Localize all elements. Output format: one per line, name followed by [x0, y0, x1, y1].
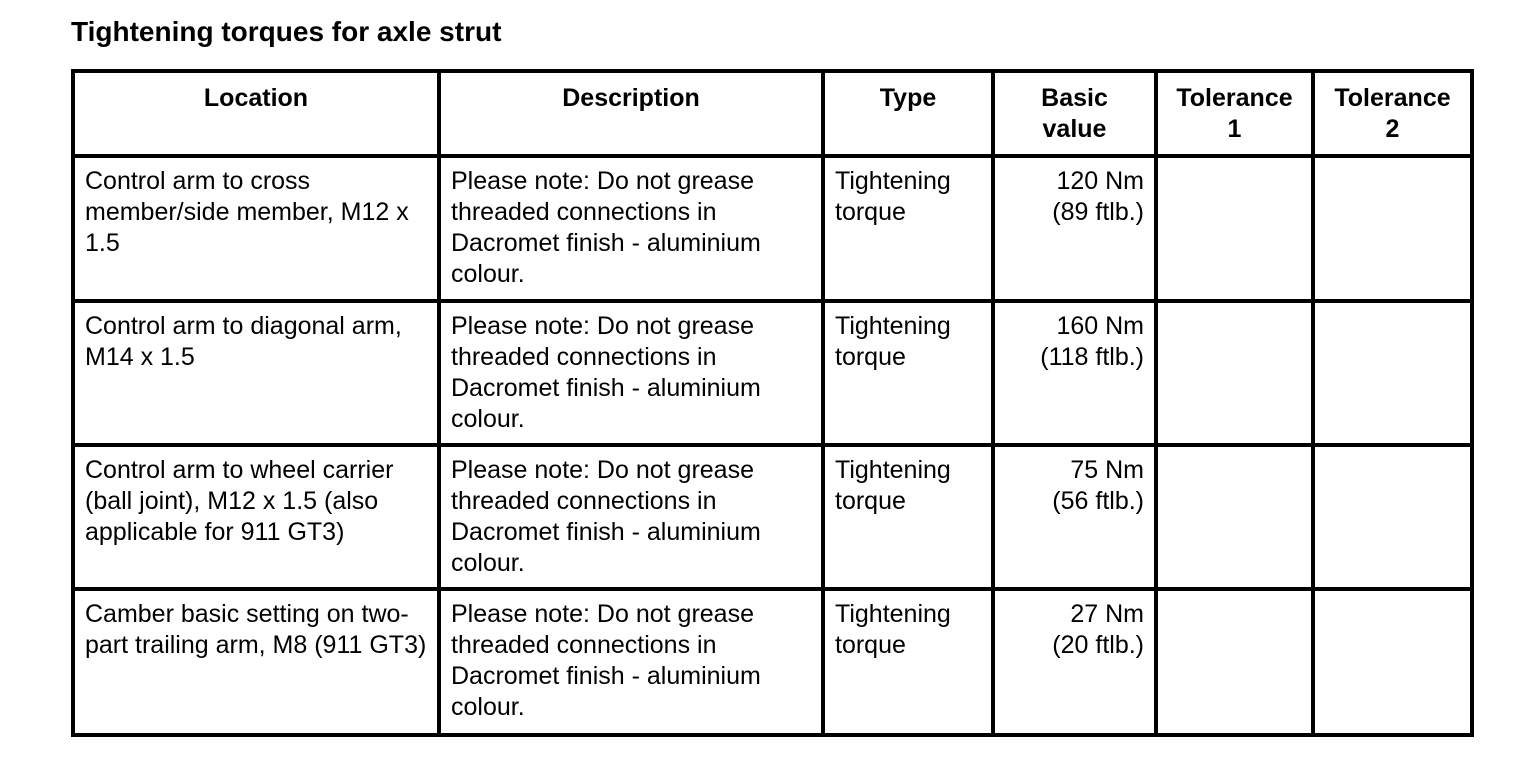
cell-type: Tightening torque	[823, 445, 993, 589]
cell-description: Please note: Do not grease threaded connections in Dacromet finish - aluminium colour.	[439, 589, 823, 735]
header-basic-value: Basic value	[993, 71, 1156, 156]
torque-table	[71, 69, 1474, 737]
cell-tolerance-1	[1156, 445, 1313, 589]
cell-location: Control arm to cross member/side member, M12 x 1.5	[73, 156, 439, 301]
page-title: Tightening torques for axle strut	[71, 16, 502, 47]
cell-basic-value: 27 Nm (20 ftlb.)	[993, 589, 1156, 735]
header-tolerance-1: Tolerance 1	[1156, 71, 1313, 156]
table-row	[73, 156, 1472, 301]
cell-location: Camber basic setting on two-part trailing arm, M8 (911 GT3)	[73, 589, 439, 735]
cell-type: Tightening torque	[823, 589, 993, 735]
cell-description: Please note: Do not grease threaded connections in Dacromet finish - aluminium colour.	[439, 301, 823, 445]
header-type: Type	[823, 71, 993, 156]
cell-description: Please note: Do not grease threaded connections in Dacromet finish - aluminium colour.	[439, 156, 823, 301]
cell-tolerance-2	[1313, 156, 1472, 301]
table-row	[73, 589, 1472, 735]
cell-type: Tightening torque	[823, 156, 993, 301]
cell-tolerance-2	[1313, 445, 1472, 589]
cell-tolerance-1	[1156, 301, 1313, 445]
cell-tolerance-1	[1156, 589, 1313, 735]
cell-basic-value: 75 Nm (56 ftlb.)	[993, 445, 1156, 589]
header-description: Description	[439, 71, 823, 156]
cell-tolerance-2	[1313, 589, 1472, 735]
cell-basic-value: 120 Nm (89 ftlb.)	[993, 156, 1156, 301]
cell-description: Please note: Do not grease threaded connections in Dacromet finish - aluminium colour.	[439, 445, 823, 589]
header-tolerance-2: Tolerance 2	[1313, 71, 1472, 156]
cell-basic-value: 160 Nm (118 ftlb.)	[993, 301, 1156, 445]
cell-location: Control arm to wheel carrier (ball joint), M12 x 1.5 (also applicable for 911 GT3)	[73, 445, 439, 589]
table-row	[73, 445, 1472, 589]
header-location: Location	[73, 71, 439, 156]
cell-type: Tightening torque	[823, 301, 993, 445]
cell-tolerance-2	[1313, 301, 1472, 445]
header-row	[73, 71, 1472, 156]
table-row	[73, 301, 1472, 445]
cell-tolerance-1	[1156, 156, 1313, 301]
cell-location: Control arm to diagonal arm, M14 x 1.5	[73, 301, 439, 445]
